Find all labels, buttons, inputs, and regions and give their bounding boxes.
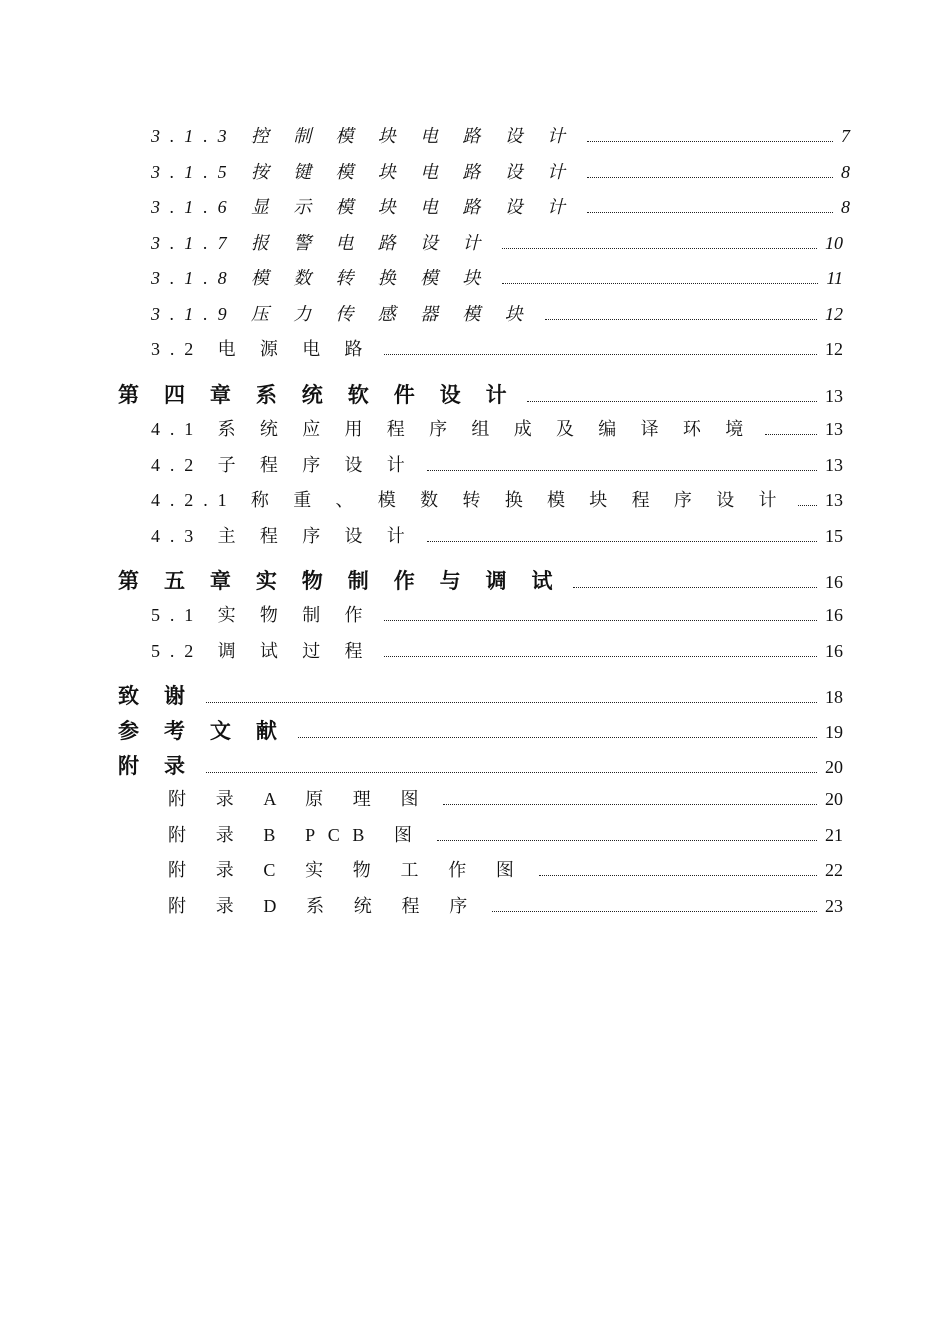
dot-leader bbox=[492, 910, 817, 912]
toc-entry[interactable] bbox=[151, 335, 843, 361]
toc-entry[interactable] bbox=[151, 486, 843, 512]
dot-leader bbox=[206, 701, 817, 703]
toc-entry-title: 3.1.7 报 警 电 路 设 计 bbox=[151, 233, 491, 253]
toc-entry-title: 5.2 调 试 过 程 bbox=[151, 641, 373, 661]
toc-entry-page-number: 12 bbox=[825, 304, 843, 324]
dot-leader bbox=[427, 540, 817, 542]
toc-entry[interactable] bbox=[151, 637, 843, 663]
toc-entry[interactable] bbox=[151, 522, 843, 548]
toc-entry-page-number: 15 bbox=[825, 526, 843, 546]
dot-leader bbox=[527, 400, 817, 402]
dot-leader bbox=[798, 504, 817, 506]
toc-entry-title: 4.3 主 程 序 设 计 bbox=[151, 526, 415, 546]
toc-entry-page-number: 8 bbox=[841, 197, 850, 217]
dot-leader bbox=[384, 619, 817, 621]
toc-entry[interactable] bbox=[151, 451, 843, 477]
toc-entry-title: 附 录 B PCB 图 bbox=[168, 825, 425, 845]
toc-entry-title: 5.1 实 物 制 作 bbox=[151, 605, 373, 625]
toc-entry-title: 参 考 文 献 bbox=[118, 719, 286, 743]
toc-entry[interactable] bbox=[151, 158, 850, 184]
toc-entry-title: 3.1.5 按 键 模 块 电 路 设 计 bbox=[151, 162, 575, 182]
toc-entry[interactable] bbox=[151, 193, 850, 219]
toc-entry-title: 3.1.8 模 数 转 换 模 块 bbox=[151, 268, 491, 288]
toc-entry[interactable] bbox=[118, 565, 843, 595]
toc-entry-title: 第 五 章 实 物 制 作 与 调 试 bbox=[118, 569, 562, 593]
toc-entry[interactable] bbox=[118, 750, 843, 780]
toc-entry[interactable] bbox=[168, 785, 843, 811]
toc-entry[interactable] bbox=[168, 892, 843, 918]
toc-entry-title: 4.2.1 称 重 、 模 数 转 换 模 块 程 序 设 计 bbox=[151, 490, 787, 510]
toc-entry-title: 附 录 A 原 理 图 bbox=[168, 789, 432, 809]
toc-entry-page-number: 10 bbox=[825, 233, 843, 253]
dot-leader bbox=[384, 353, 817, 355]
dot-leader bbox=[502, 247, 817, 249]
dot-leader bbox=[427, 469, 817, 471]
dot-leader bbox=[587, 140, 833, 142]
toc-entry-page-number: 23 bbox=[825, 896, 843, 916]
toc-entry-title: 3.1.9 压 力 传 感 器 模 块 bbox=[151, 304, 533, 324]
dot-leader bbox=[765, 433, 817, 435]
toc-entry-page-number: 20 bbox=[825, 757, 843, 777]
dot-leader bbox=[437, 839, 817, 841]
toc-entry-title: 第 四 章 系 统 软 件 设 计 bbox=[118, 383, 516, 407]
dot-leader bbox=[298, 736, 817, 738]
toc-entry[interactable] bbox=[151, 601, 843, 627]
toc-entry-page-number: 13 bbox=[825, 455, 843, 475]
toc-entry-title: 附 录 bbox=[118, 754, 194, 778]
toc-entry-page-number: 13 bbox=[825, 490, 843, 510]
toc-entry-title: 3.2 电 源 电 路 bbox=[151, 339, 373, 359]
toc-entry-page-number: 11 bbox=[826, 268, 843, 288]
toc-entry-page-number: 18 bbox=[825, 687, 843, 707]
dot-leader bbox=[384, 655, 817, 657]
dot-leader bbox=[502, 282, 818, 284]
toc-entry-title: 致 谢 bbox=[118, 684, 194, 708]
toc-entry-title: 4.1 系 统 应 用 程 序 组 成 及 编 译 环 境 bbox=[151, 419, 754, 439]
toc-entry[interactable] bbox=[151, 264, 843, 290]
toc-entry-page-number: 22 bbox=[825, 860, 843, 880]
toc-entry-page-number: 19 bbox=[825, 722, 843, 742]
dot-leader bbox=[587, 176, 833, 178]
toc-entry-page-number: 16 bbox=[825, 572, 843, 592]
toc-entry[interactable] bbox=[118, 379, 843, 409]
toc-entry[interactable] bbox=[151, 300, 843, 326]
toc-entry-page-number: 20 bbox=[825, 789, 843, 809]
toc-entry[interactable] bbox=[168, 856, 843, 882]
toc-entry-page-number: 13 bbox=[825, 419, 843, 439]
dot-leader bbox=[545, 318, 817, 320]
toc-entry[interactable] bbox=[151, 415, 843, 441]
toc-entry-page-number: 12 bbox=[825, 339, 843, 359]
toc-entry[interactable] bbox=[168, 821, 843, 847]
toc-entry-title: 附 录 D 系 统 程 序 bbox=[168, 896, 480, 916]
toc-entry-page-number: 16 bbox=[825, 641, 843, 661]
dot-leader bbox=[443, 803, 817, 805]
toc-entry[interactable] bbox=[118, 680, 843, 710]
dot-leader bbox=[573, 586, 817, 588]
toc-entry[interactable] bbox=[118, 715, 843, 745]
toc-entry-page-number: 7 bbox=[841, 126, 850, 146]
toc-entry-page-number: 8 bbox=[841, 162, 850, 182]
dot-leader bbox=[539, 874, 817, 876]
toc-entry[interactable] bbox=[151, 229, 843, 255]
toc-entry-page-number: 21 bbox=[825, 825, 843, 845]
toc-entry-title: 3.1.3 控 制 模 块 电 路 设 计 bbox=[151, 126, 575, 146]
toc-entry-title: 附 录 C 实 物 工 作 图 bbox=[168, 860, 527, 880]
toc-entry-page-number: 16 bbox=[825, 605, 843, 625]
dot-leader bbox=[587, 211, 833, 213]
dot-leader bbox=[206, 771, 817, 773]
toc-entry-title: 3.1.6 显 示 模 块 电 路 设 计 bbox=[151, 197, 575, 217]
toc-entry-page-number: 13 bbox=[825, 386, 843, 406]
toc-entry[interactable] bbox=[151, 122, 850, 148]
toc-entry-title: 4.2 子 程 序 设 计 bbox=[151, 455, 415, 475]
